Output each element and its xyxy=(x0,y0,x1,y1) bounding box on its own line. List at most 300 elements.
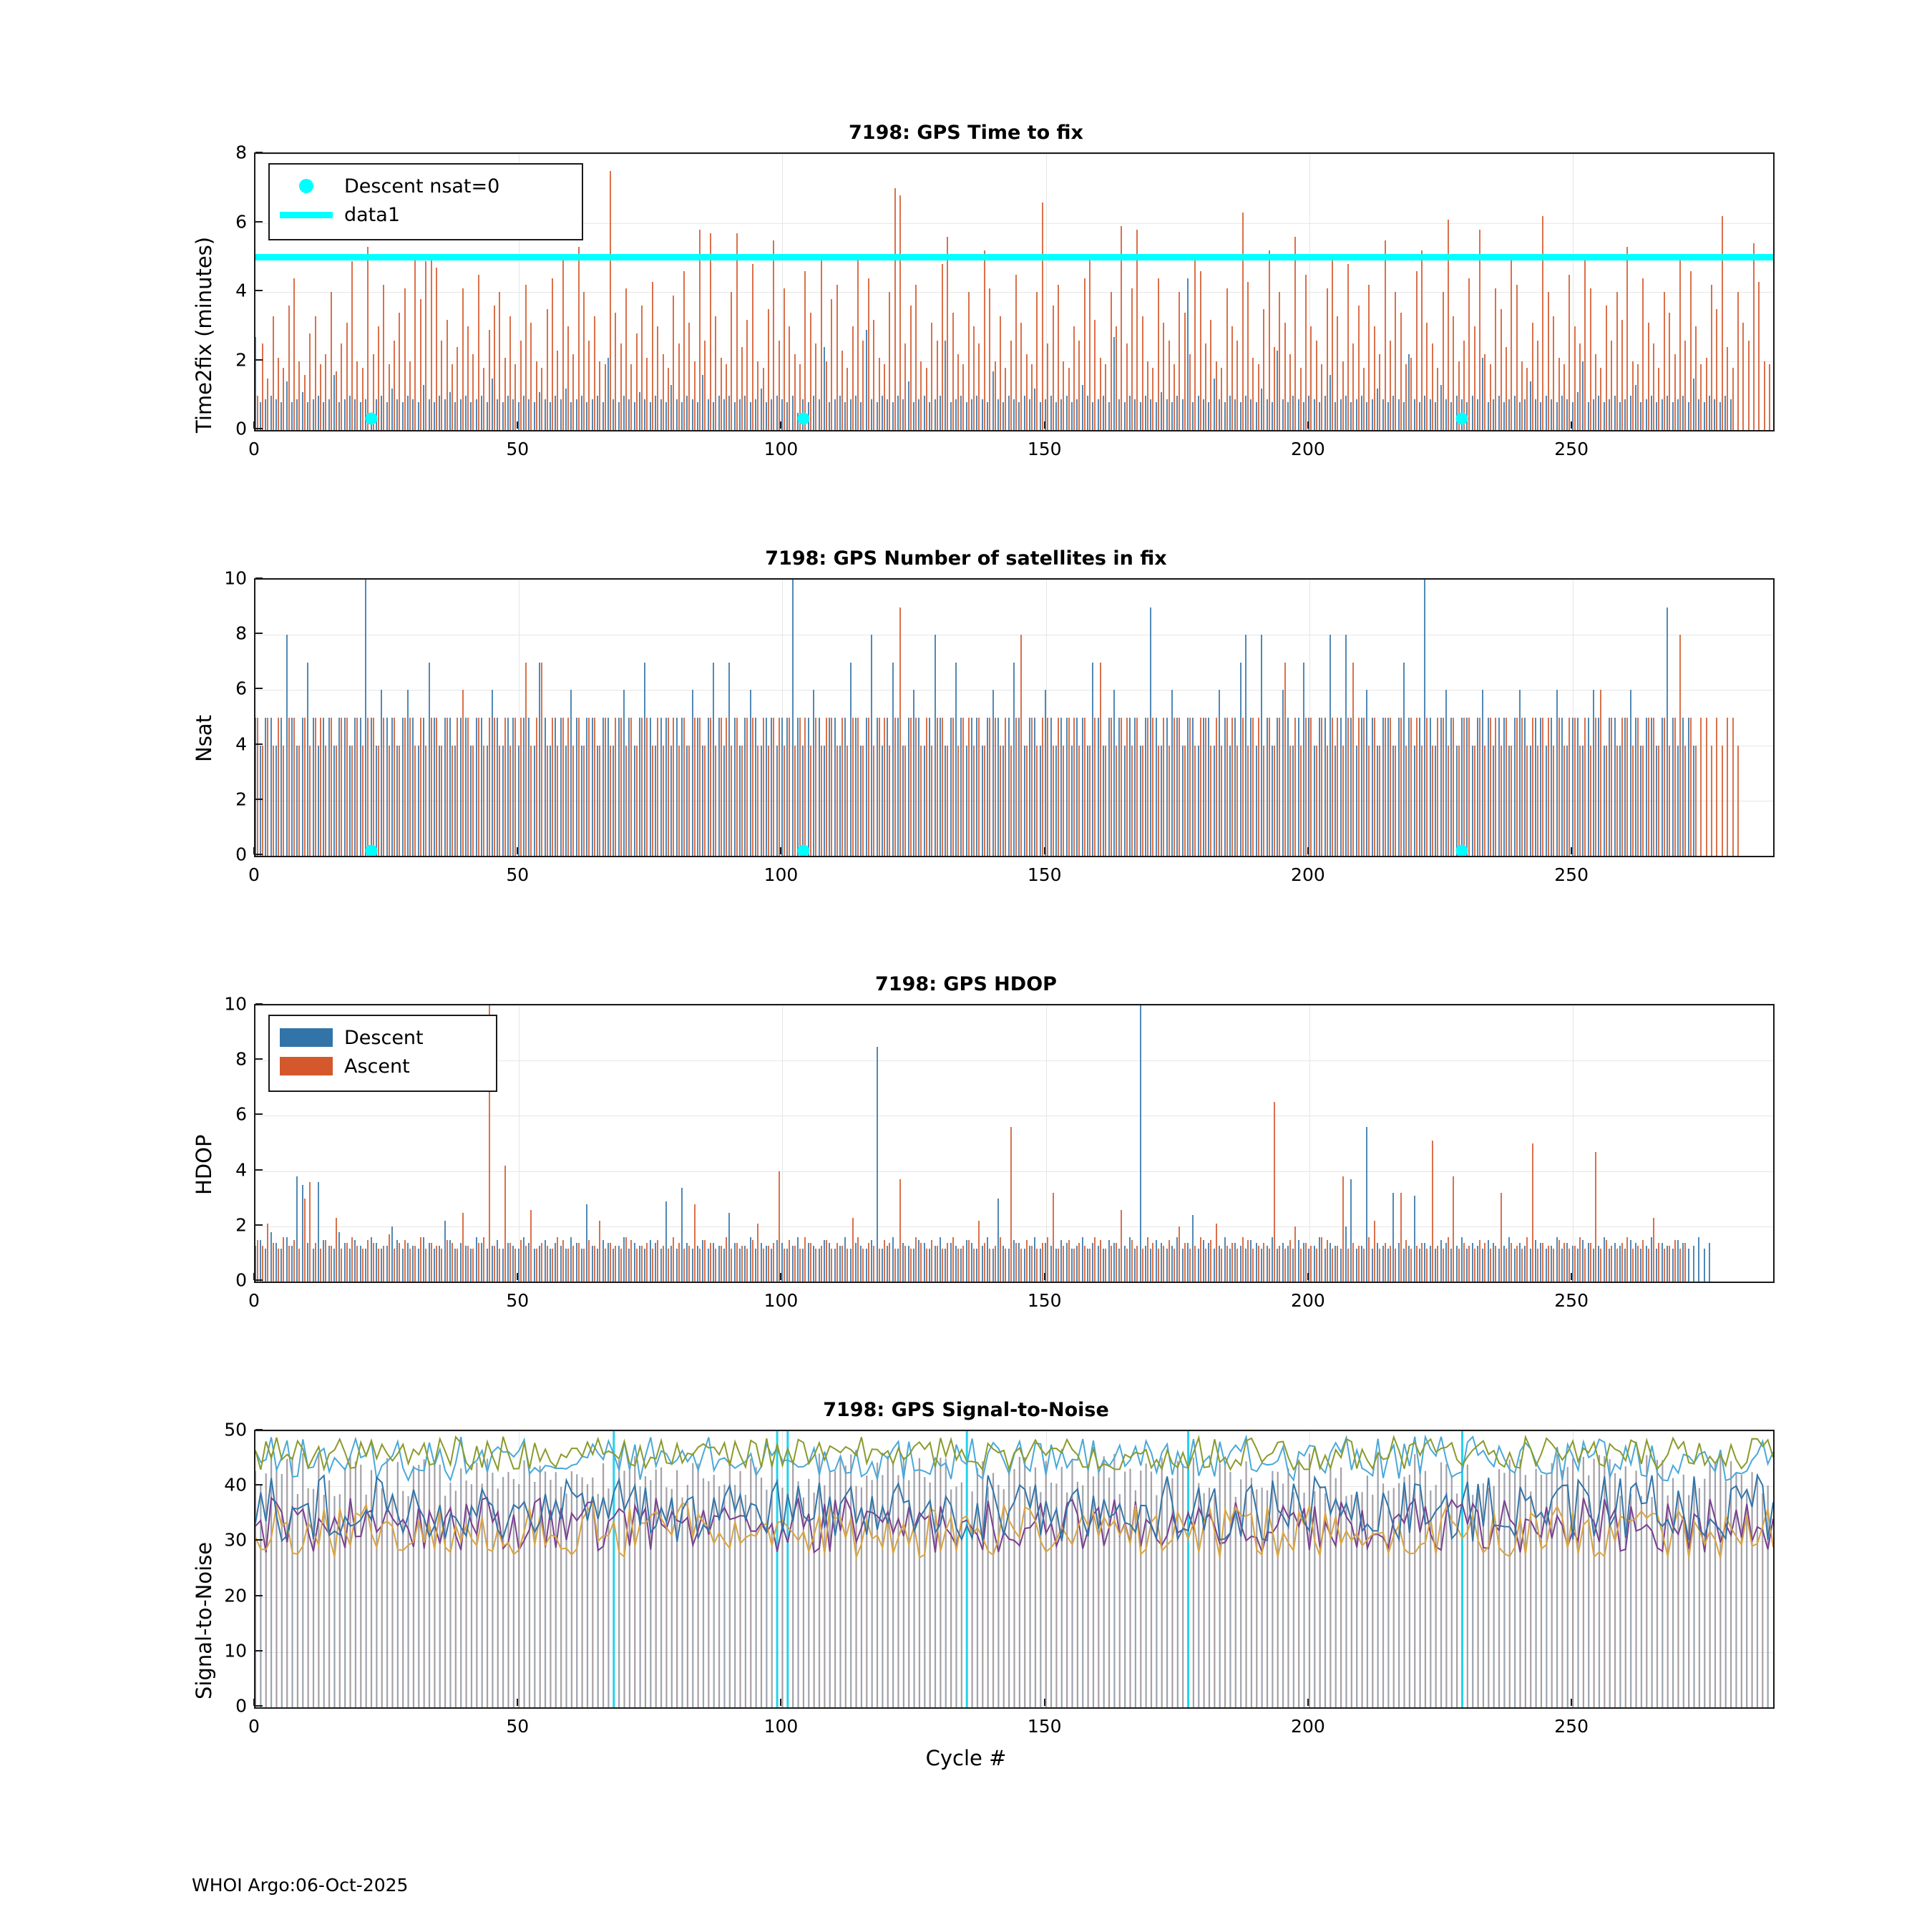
bar xyxy=(1682,718,1684,856)
bar xyxy=(1282,690,1284,856)
bar xyxy=(1716,718,1717,856)
bar xyxy=(992,690,994,856)
bar xyxy=(436,268,437,430)
bar xyxy=(1108,718,1110,856)
descent-nsat0-marker xyxy=(797,413,809,425)
y-tick-label: 10 xyxy=(224,1640,247,1662)
bar xyxy=(1210,320,1211,430)
bar xyxy=(318,746,319,856)
bar xyxy=(545,718,546,856)
bar xyxy=(831,1249,832,1282)
bar xyxy=(734,402,736,430)
bar xyxy=(1118,1249,1120,1282)
x-tick-label: 0 xyxy=(248,1716,260,1737)
legend-panel-1 xyxy=(268,163,583,240)
bar xyxy=(576,718,577,856)
bar xyxy=(884,718,885,856)
bar xyxy=(1287,402,1289,430)
bar xyxy=(1335,1246,1336,1282)
bar xyxy=(592,718,593,856)
bar xyxy=(1519,1243,1521,1282)
bar xyxy=(1769,364,1770,430)
bar xyxy=(1377,389,1378,430)
bar xyxy=(1503,718,1505,856)
bar xyxy=(681,1188,683,1282)
bar xyxy=(1103,746,1104,856)
x-tick-mark xyxy=(1044,847,1045,854)
bar xyxy=(1340,1249,1342,1282)
bar xyxy=(1672,718,1674,856)
bar xyxy=(824,1240,825,1282)
bar xyxy=(349,396,351,430)
bar xyxy=(1240,663,1241,856)
bar xyxy=(1619,1246,1621,1282)
bar xyxy=(971,399,972,430)
bar xyxy=(504,358,506,430)
bar xyxy=(1219,1246,1220,1282)
bar xyxy=(1619,402,1621,430)
panel-2-title: 7198: GPS Number of satellites in fix xyxy=(765,547,1167,570)
bar xyxy=(1424,396,1425,430)
bar xyxy=(1187,1243,1189,1282)
bar xyxy=(1361,718,1362,856)
bar xyxy=(786,1249,788,1282)
bar xyxy=(520,1240,522,1282)
bar xyxy=(472,746,474,856)
bar xyxy=(1419,718,1420,856)
bar xyxy=(341,718,342,856)
x-tick-label: 50 xyxy=(506,864,530,885)
bar xyxy=(1551,399,1552,430)
bar xyxy=(623,1237,625,1282)
bar xyxy=(1034,1237,1035,1282)
bar xyxy=(313,718,314,856)
bar xyxy=(952,718,954,856)
bar xyxy=(1700,718,1702,856)
bar xyxy=(1018,718,1020,856)
bar xyxy=(1416,271,1418,430)
y-tick-mark xyxy=(255,688,263,689)
bar xyxy=(1055,746,1057,856)
bar xyxy=(1506,347,1507,430)
bar xyxy=(1421,250,1423,430)
y-tick-mark xyxy=(255,221,263,223)
bar xyxy=(1176,396,1178,430)
bar xyxy=(530,323,532,430)
bar xyxy=(478,718,479,856)
bar xyxy=(841,718,843,856)
bar xyxy=(383,1246,384,1282)
bar xyxy=(1087,1249,1088,1282)
bar xyxy=(1020,323,1022,430)
bar xyxy=(1082,1237,1083,1282)
bar xyxy=(594,1246,595,1282)
bar xyxy=(1582,1240,1584,1282)
bar xyxy=(1468,718,1470,856)
bar xyxy=(1316,341,1317,430)
bar xyxy=(926,718,927,856)
bar xyxy=(1203,1240,1204,1282)
bar xyxy=(320,718,321,856)
bar xyxy=(420,299,421,430)
bar xyxy=(1361,1246,1362,1282)
bar xyxy=(750,1237,751,1282)
bar xyxy=(792,580,794,856)
bar xyxy=(620,343,622,430)
gridline-horizontal xyxy=(255,361,1773,362)
bar xyxy=(1247,1240,1249,1282)
bar xyxy=(1530,746,1531,856)
bar xyxy=(572,1246,574,1282)
bar xyxy=(1648,718,1649,856)
bar xyxy=(1372,399,1373,430)
bar xyxy=(1324,1249,1326,1282)
bar xyxy=(567,1249,569,1282)
bar xyxy=(1679,258,1681,430)
bar xyxy=(973,1249,975,1282)
bar xyxy=(987,1237,988,1282)
bar xyxy=(976,1249,977,1282)
bar xyxy=(567,326,569,430)
x-tick-label: 250 xyxy=(1554,439,1589,459)
bar xyxy=(1250,399,1252,430)
bar xyxy=(1662,718,1663,856)
bar xyxy=(1105,1249,1106,1282)
bar xyxy=(1274,347,1275,430)
bar xyxy=(1140,746,1141,856)
bar xyxy=(723,746,725,856)
y-tick-mark xyxy=(255,1484,263,1485)
bar xyxy=(1448,220,1449,430)
bar xyxy=(1414,1196,1415,1282)
bar xyxy=(792,396,794,430)
bar xyxy=(815,718,816,856)
bar xyxy=(995,1246,996,1282)
bar xyxy=(702,375,703,430)
bar xyxy=(931,323,932,430)
bar xyxy=(641,718,643,856)
bar xyxy=(1524,399,1526,430)
bar xyxy=(1493,746,1494,856)
bar xyxy=(1677,399,1679,430)
x-tick-label: 150 xyxy=(1027,864,1062,885)
x-tick-mark xyxy=(1044,421,1045,429)
bar xyxy=(1445,690,1447,856)
bar xyxy=(550,1249,551,1282)
bar xyxy=(1503,1246,1505,1282)
bar xyxy=(1224,1237,1226,1282)
bar xyxy=(942,264,943,430)
bar xyxy=(386,402,388,430)
bar xyxy=(404,288,406,430)
bar xyxy=(346,323,348,430)
bar xyxy=(1563,1243,1565,1282)
bar xyxy=(1118,718,1120,856)
bar xyxy=(1221,1249,1222,1282)
bar xyxy=(605,718,606,856)
bar xyxy=(1688,402,1689,430)
bar xyxy=(676,718,678,856)
bar xyxy=(457,347,458,430)
bar xyxy=(1714,399,1715,430)
bar xyxy=(270,396,272,430)
bar xyxy=(889,746,890,856)
bar xyxy=(945,1249,946,1282)
bar xyxy=(367,1240,369,1282)
bar xyxy=(581,396,582,430)
bar xyxy=(1664,718,1665,856)
bar xyxy=(367,718,369,856)
bar xyxy=(678,746,680,856)
bar xyxy=(260,402,261,430)
bar xyxy=(1690,271,1692,430)
bar xyxy=(1432,746,1433,856)
bar xyxy=(860,746,862,856)
bar xyxy=(1704,402,1705,430)
bar xyxy=(1092,663,1093,856)
bar xyxy=(1651,396,1652,430)
bar xyxy=(1472,396,1473,430)
bar xyxy=(1156,718,1157,856)
bar xyxy=(1558,358,1560,430)
legend-label: Ascent xyxy=(344,1055,410,1078)
y-tick-mark xyxy=(255,1539,263,1541)
bar xyxy=(910,1249,912,1282)
bar xyxy=(736,1243,738,1282)
y-tick-mark xyxy=(255,1113,263,1115)
bar xyxy=(995,718,996,856)
bar xyxy=(1377,1243,1378,1282)
bar xyxy=(1174,718,1175,856)
bar xyxy=(605,364,606,430)
bar xyxy=(1437,1246,1438,1282)
bar xyxy=(328,399,330,430)
bar xyxy=(362,746,364,856)
bar xyxy=(572,746,574,856)
bar xyxy=(507,1243,509,1282)
bar xyxy=(555,1243,556,1282)
bar xyxy=(1435,1249,1436,1282)
bar xyxy=(1236,746,1238,856)
bar xyxy=(1642,746,1644,856)
bar xyxy=(955,663,957,856)
bar xyxy=(1210,746,1211,856)
bar xyxy=(1308,718,1309,856)
bar xyxy=(1516,1246,1518,1282)
bar xyxy=(1532,718,1533,856)
bar xyxy=(1182,746,1184,856)
bar xyxy=(1674,1240,1676,1282)
bar xyxy=(708,399,709,430)
bar xyxy=(1345,635,1347,856)
bar xyxy=(507,396,509,430)
bar xyxy=(1300,368,1302,430)
bar xyxy=(655,1243,656,1282)
bar xyxy=(1314,1246,1315,1282)
bar xyxy=(1630,396,1631,430)
bar xyxy=(1131,288,1133,430)
bar xyxy=(1094,718,1096,856)
bar xyxy=(813,396,814,430)
bar xyxy=(1535,399,1536,430)
bar xyxy=(1200,718,1201,856)
bar xyxy=(304,375,306,430)
x-tick-label: 150 xyxy=(1027,1716,1062,1737)
bar xyxy=(625,288,627,430)
bar xyxy=(318,396,319,430)
bar xyxy=(286,1237,288,1282)
bar xyxy=(262,1246,263,1282)
legend-line-marker xyxy=(280,212,333,218)
bar xyxy=(1000,316,1001,430)
bar xyxy=(920,361,922,431)
bar xyxy=(483,1237,484,1282)
bar xyxy=(984,250,985,430)
bar xyxy=(973,326,975,430)
bar xyxy=(636,333,638,430)
bar xyxy=(997,1199,999,1282)
bar xyxy=(768,746,769,856)
bar xyxy=(852,718,854,856)
bar xyxy=(1595,718,1596,856)
bar xyxy=(1593,1249,1594,1282)
bar xyxy=(804,271,806,430)
bar xyxy=(1385,718,1386,856)
bar xyxy=(1126,1249,1128,1282)
bar xyxy=(1050,1246,1052,1282)
bar xyxy=(476,1237,477,1282)
bar xyxy=(1352,663,1354,856)
bar xyxy=(1198,396,1199,430)
bar xyxy=(1609,399,1610,430)
bar xyxy=(1646,399,1647,430)
bar xyxy=(588,1240,590,1282)
bar xyxy=(391,389,393,430)
bar xyxy=(1327,1240,1328,1282)
bar xyxy=(583,292,585,430)
bar xyxy=(444,1221,446,1282)
x-tick-label: 0 xyxy=(248,864,260,885)
bar xyxy=(1695,746,1697,856)
bar xyxy=(594,718,595,856)
bar xyxy=(394,1249,395,1282)
bar xyxy=(1387,402,1389,430)
bar xyxy=(1366,1127,1367,1282)
bar xyxy=(726,364,727,430)
bar xyxy=(1216,361,1217,431)
bar xyxy=(331,1246,332,1282)
bar xyxy=(1548,292,1549,430)
bar xyxy=(1340,718,1342,856)
bar xyxy=(721,718,722,856)
bar xyxy=(349,1249,351,1282)
bar xyxy=(1163,323,1164,430)
bar xyxy=(1698,1237,1699,1282)
bar xyxy=(1590,1243,1591,1282)
bar xyxy=(1274,746,1275,856)
bar xyxy=(887,399,888,430)
bar xyxy=(1445,1243,1447,1282)
bar xyxy=(1561,718,1563,856)
bar xyxy=(1387,1249,1389,1282)
bar xyxy=(429,663,430,856)
bar xyxy=(478,275,479,430)
bar xyxy=(1390,1246,1391,1282)
bar xyxy=(855,396,857,430)
bar xyxy=(1279,1246,1280,1282)
bar xyxy=(1305,1243,1307,1282)
bar xyxy=(414,746,416,856)
bar xyxy=(1551,718,1552,856)
bar xyxy=(678,343,680,430)
x-tick-mark xyxy=(1571,1273,1572,1280)
bar xyxy=(1563,364,1565,430)
bar xyxy=(1519,690,1521,856)
bar xyxy=(683,271,685,430)
bar xyxy=(1058,718,1059,856)
bar xyxy=(1332,258,1333,430)
bar xyxy=(1385,240,1386,430)
bar xyxy=(1087,396,1088,430)
bar xyxy=(1152,368,1153,430)
bar xyxy=(331,292,332,430)
bar xyxy=(902,399,904,430)
bar xyxy=(973,746,975,856)
bar xyxy=(1456,396,1458,430)
bar xyxy=(1632,746,1634,856)
bar xyxy=(804,718,806,856)
bar xyxy=(1282,399,1284,430)
bar xyxy=(652,282,653,430)
bar xyxy=(1226,718,1228,856)
bar xyxy=(802,1249,804,1282)
bar xyxy=(1395,292,1396,430)
bar xyxy=(887,1246,888,1282)
bar xyxy=(1653,1218,1654,1282)
bar xyxy=(523,718,525,856)
bar xyxy=(1716,309,1717,430)
bar xyxy=(1267,718,1268,856)
bar xyxy=(1055,402,1057,430)
panel-4-title: 7198: GPS Signal-to-Noise xyxy=(823,1399,1109,1421)
bar xyxy=(797,718,799,856)
bar xyxy=(602,1240,604,1282)
bar xyxy=(1669,1246,1670,1282)
bar xyxy=(676,1249,678,1282)
bar xyxy=(478,1243,479,1282)
bar xyxy=(821,746,822,856)
bar xyxy=(394,341,395,430)
bar xyxy=(831,718,832,856)
bar xyxy=(1300,746,1302,856)
bar xyxy=(639,1246,640,1282)
bar xyxy=(336,1218,337,1282)
bar xyxy=(1563,746,1565,856)
bar xyxy=(1693,379,1694,430)
bar xyxy=(1488,718,1489,856)
bar xyxy=(265,718,266,856)
bar xyxy=(902,1243,904,1282)
bar xyxy=(852,326,854,430)
bar xyxy=(1131,746,1133,856)
bar xyxy=(670,385,672,430)
bar xyxy=(547,309,548,430)
bar xyxy=(1421,746,1423,856)
bar xyxy=(1058,1249,1059,1282)
bar xyxy=(1416,1246,1418,1282)
bar xyxy=(1140,402,1141,430)
bar xyxy=(1350,1179,1352,1282)
